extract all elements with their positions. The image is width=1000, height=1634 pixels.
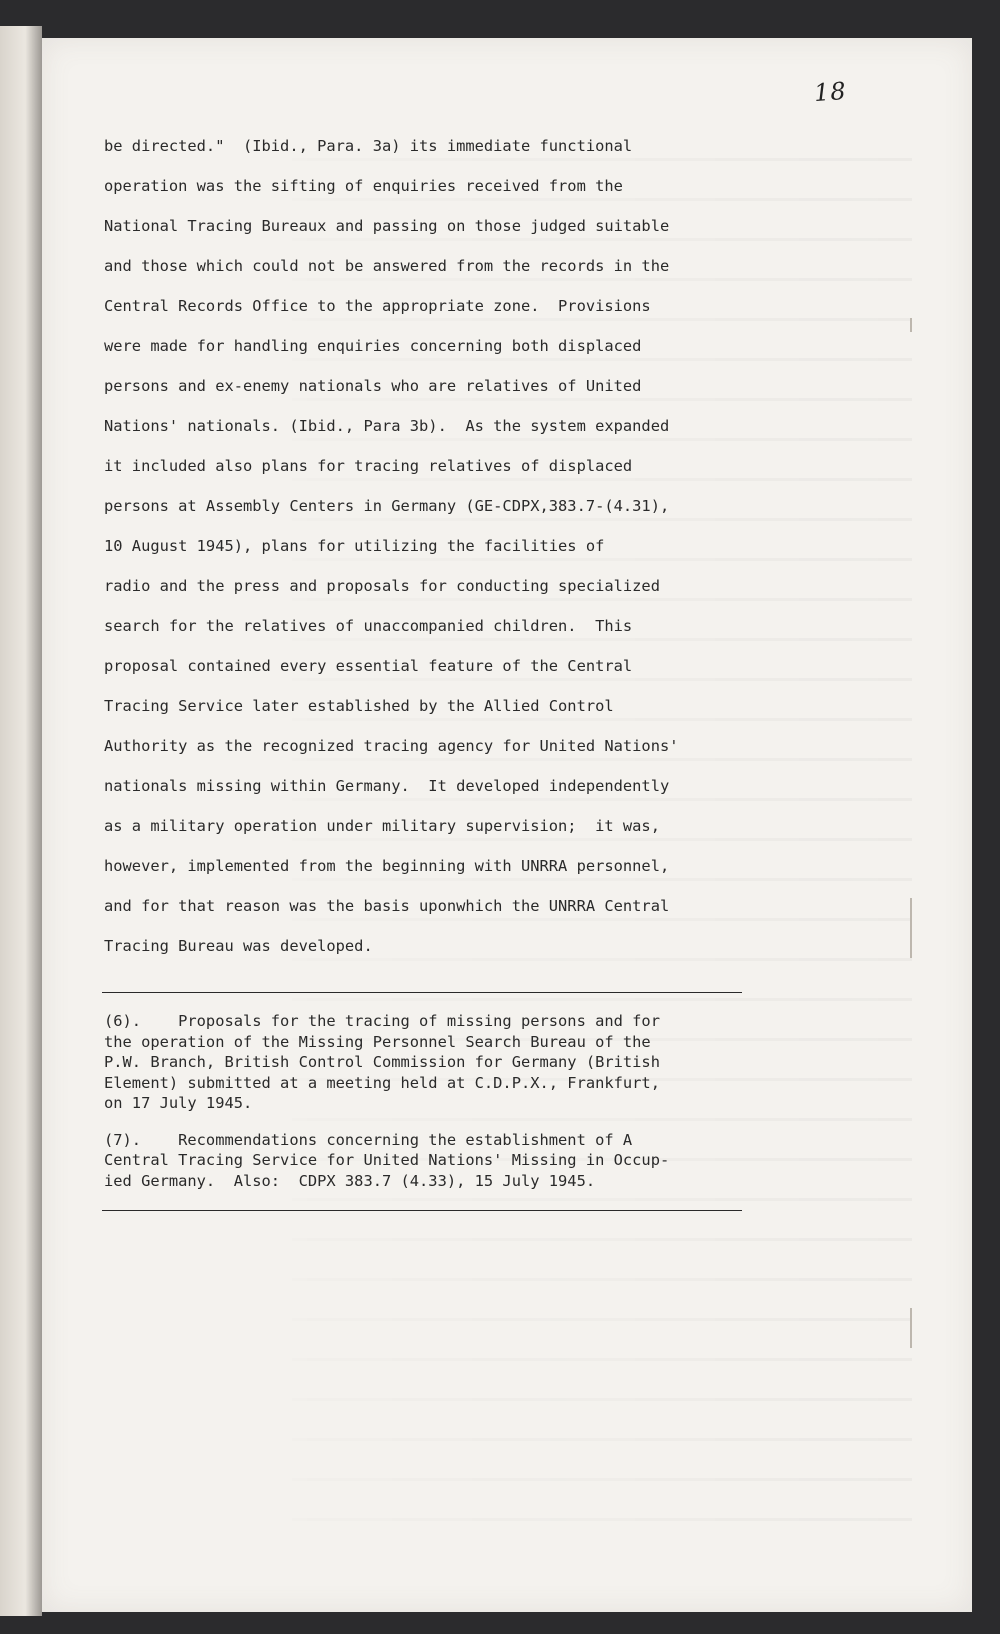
previous-page-edge xyxy=(0,26,42,1616)
footnote-line: ied Germany. Also: CDPX 383.7 (4.33), 15 July 1945. xyxy=(104,1171,596,1190)
footnote-line: (6). Proposals for the tracing of missing persons and for xyxy=(104,1012,660,1030)
footnote-line: on 17 July 1945. xyxy=(104,1094,253,1112)
body-line: it included also plans for tracing relatives of displaced xyxy=(104,457,633,475)
body-line: proposal contained every essential feature of the Central xyxy=(104,657,633,675)
footnote-line: Element) submitted at a meeting held at C.D.P.X., Frankfurt, xyxy=(104,1073,660,1092)
body-line: Tracing Service later established by the Allied Control xyxy=(104,697,614,715)
body-line: search for the relatives of unaccompanied children. This xyxy=(104,617,633,635)
body-line: persons and ex-enemy nationals who are relatives of United xyxy=(104,377,642,395)
body-line: operation was the sifting of enquiries received from the xyxy=(104,177,623,195)
footnote-line: P.W. Branch, British Control Commission for Germany (British xyxy=(104,1053,660,1071)
document-page xyxy=(42,38,972,1612)
folio-number: 18 xyxy=(813,76,848,108)
body-line: and those which could not be answered from the records in the xyxy=(104,257,670,275)
body-line: be directed." (Ibid., Para. 3a) its immediate functional xyxy=(104,137,633,155)
body-line: and for that reason was the basis uponwhich the UNRRA Central xyxy=(104,897,670,915)
body-paragraph xyxy=(104,126,884,966)
body-line: however, implemented from the beginning with UNRRA personnel, xyxy=(104,857,670,875)
body-line: radio and the press and proposals for conducting specialized xyxy=(104,577,660,595)
body-line: Central Records Office to the appropriate zone. Provisions xyxy=(104,297,651,315)
body-line: National Tracing Bureaux and passing on those judged suitable xyxy=(104,217,670,235)
body-line: persons at Assembly Centers in Germany (GE-CDPX,383.7-(4.31), xyxy=(104,497,670,515)
footnote-line: (7). Recommendations concerning the establishment of A xyxy=(104,1130,633,1149)
body-line: nationals missing within Germany. It developed independently xyxy=(104,777,670,795)
margin-mark xyxy=(910,1308,912,1348)
body-line: Authority as the recognized tracing agency for United Nations' xyxy=(104,737,679,755)
body-line: 10 August 1945), plans for utilizing the facilities of xyxy=(104,537,605,555)
margin-mark xyxy=(910,898,912,958)
footnote-separator-bottom xyxy=(102,1210,742,1211)
footnote-line: the operation of the Missing Personnel Search Bureau of the xyxy=(104,1032,651,1051)
footnote-line: Central Tracing Service for United Nations' Missing in Occup- xyxy=(104,1151,670,1169)
body-line: Tracing Bureau was developed. xyxy=(104,937,373,955)
footnote-6 xyxy=(104,1011,864,1114)
body-line: were made for handling enquiries concerning both displaced xyxy=(104,337,642,355)
margin-mark xyxy=(910,318,912,332)
body-line: Nations' nationals. (Ibid., Para 3b). As the system expanded xyxy=(104,417,670,435)
body-line: as a military operation under military supervision; it was, xyxy=(104,817,660,835)
footnotes xyxy=(104,1011,864,1191)
footnote-7 xyxy=(104,1130,864,1192)
footnote-separator-top xyxy=(102,992,742,993)
